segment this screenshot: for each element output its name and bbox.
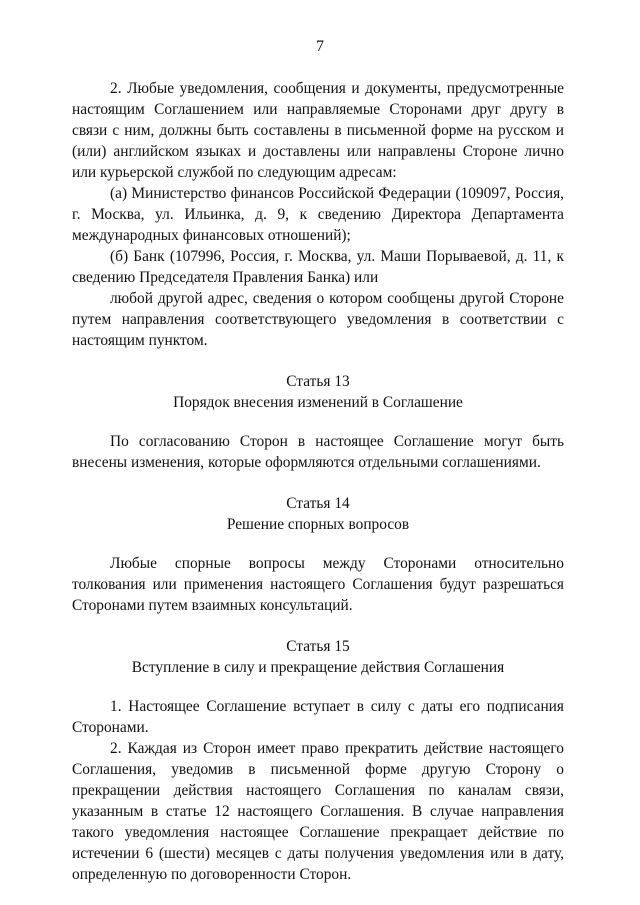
article-14-title: Решение спорных вопросов	[226, 516, 410, 533]
article-14-text: Любые спорные вопросы между Сторонами относительно толкования или применения настоящего Соглашения будут разрешаться Сторонами путем взаимных консультаций.	[72, 555, 564, 614]
page-number: 7	[316, 38, 324, 55]
article-15-paragraph-2: 2. Каждая из Сторон имеет право прекратить действие настоящего Соглашения, уведомив в письменной форме другую Сторону о прекращении действия настоящего Соглашения по каналам связи, указанным в статье 12 настоящего Соглашения. В случае направления такого уведомления настоящее Соглашение прекращает действие по истечении 6 (шести) месяцев с даты получения уведомления или в дату, определенную по договоренности Сторон.	[72, 740, 564, 883]
document-body	[72, 78, 564, 885]
article-14-number: Статья 14	[286, 495, 350, 512]
article-13-number: Статья 13	[286, 373, 350, 390]
article-13-title: Порядок внесения изменений в Соглашение	[173, 394, 463, 411]
paragraph-address-ministry: (а) Министерство финансов Российской Федерации (109097, Россия, г. Москва, ул. Ильинка, д. 9, к сведению Директора Департамента международных финансовых отношений);	[72, 185, 564, 244]
article-15-title: Вступление в силу и прекращение действия Соглашения	[131, 659, 505, 676]
paragraph-other-address: любой другой адрес, сведения о котором сообщены другой Стороне путем направления соответствующего уведомления в соответствии с настоящим пунктом.	[72, 290, 564, 349]
paragraph-address-bank: (б) Банк (107996, Россия, г. Москва, ул. Маши Порываевой, д. 11, к сведению Председателя Правления Банка) или	[72, 248, 564, 286]
article-13-text: По согласованию Сторон в настоящее Соглашение могут быть внесены изменения, которые оформляются отдельными соглашениями.	[72, 433, 564, 471]
paragraph-notices: 2. Любые уведомления, сообщения и документы, предусмотренные настоящим Соглашением или направляемые Сторонами друг другу в связи с ним, должны быть составлены в письменной форме на русском и (или) английском языках и доставлены или направлены Стороне лично или курьерской службой по следующим адресам:	[72, 80, 564, 181]
article-15-number: Статья 15	[286, 638, 350, 655]
article-15-paragraph-1: 1. Настоящее Соглашение вступает в силу с даты его подписания Сторонами.	[72, 698, 564, 736]
